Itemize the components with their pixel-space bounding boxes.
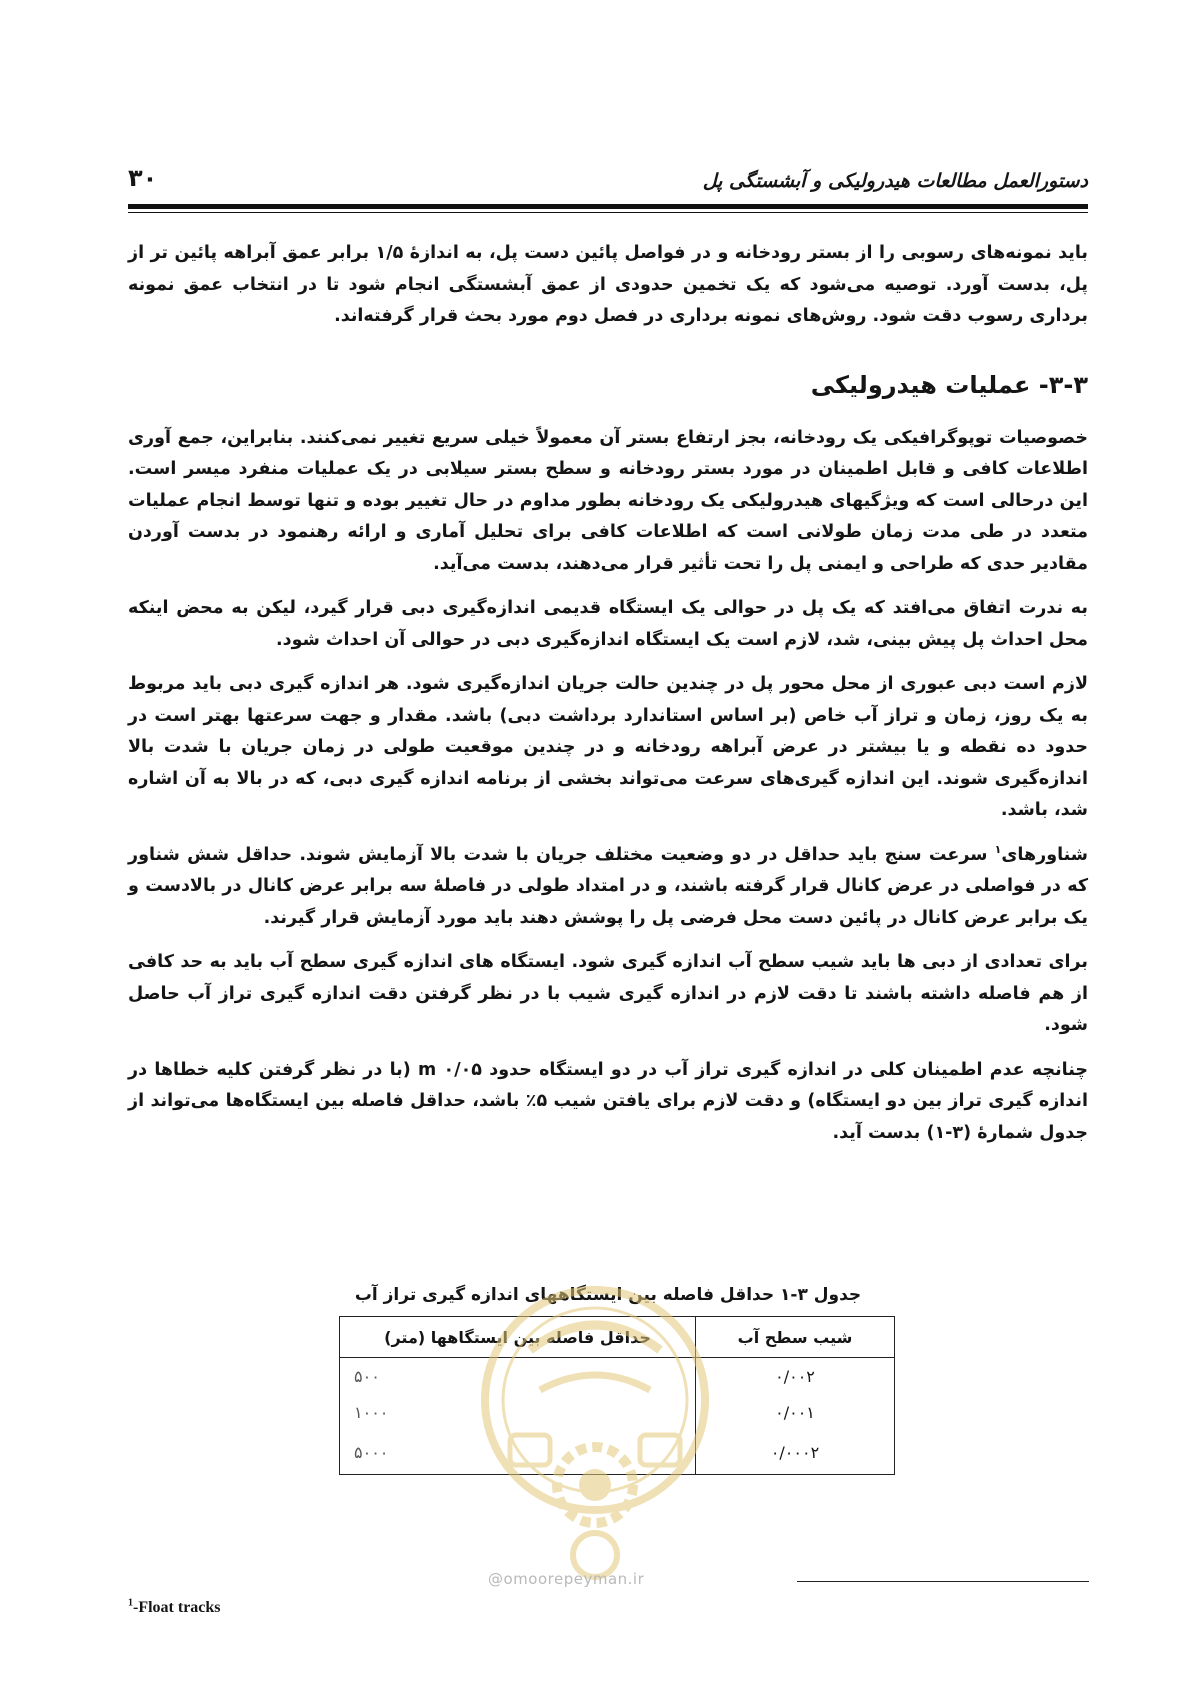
slope-cell: ۰/۰۰۱: [696, 1394, 895, 1430]
body-text: [128, 238, 1088, 1162]
footnote: [128, 1599, 221, 1617]
watermark-url: @omoorepeyman.ir: [488, 1570, 645, 1588]
intro-paragraph: باید نمونه‌های رسوبی را از بستر رودخانه و در فواصل پائین دست پل، به اندازهٔ ۱/۵ برابر عمق آبراهه پائین تر از پل، بدست آورد. توصیه می‌شود که یک تخمین حدودی از عمق آبشستگی انجام شود تا در انتخاب عمق نمونه برداری رسوب دقت شود. روش‌های نمونه برداری در فصل دوم مورد بحث قرار گرفته‌اند.: [128, 243, 1088, 326]
page-header: [128, 164, 1088, 196]
paragraph: برای تعدادی از دبی ها باید شیب سطح آب اندازه گیری شود. ایستگاه های اندازه گیری سطح آب باید به حد کافی از هم فاصله داشته باشند تا دقت لازم در اندازه گیری شیب با در نظر گرفتن دقت اندازه گیری تراز آب حاصل شود.: [128, 952, 1088, 1035]
footnote-rule: [797, 1581, 1089, 1582]
page-number: ۳۰: [128, 164, 158, 192]
table-caption: جدول ۳-۱ حداقل فاصله بین ایستگاههای اندازه گیری تراز آب: [354, 1285, 862, 1305]
column-header-slope: شیب سطح آب: [696, 1317, 895, 1358]
watermark-logo: [460, 1280, 730, 1590]
distance-cell: ۵۰۰۰: [340, 1430, 696, 1475]
header-rule-thin: [128, 212, 1088, 213]
footnote-reference: ۱: [994, 842, 1002, 856]
distance-cell: ۵۰۰: [340, 1358, 696, 1395]
paragraph: به ندرت اتفاق می‌افتد که یک پل در حوالی یک ایستگاه قدیمی اندازه‌گیری دبی قرار گیرد، لیکن به محض اینکه محل احداث پل پیش بینی، شد، لازم است یک ایستگاه اندازه‌گیری دبی در حوالی آن احداث شود.: [128, 598, 1088, 650]
paragraph-rest: سرعت سنج باید حداقل در دو وضعیت مختلف جریان با شدت بالا آزمایش شوند. حداقل شش شناور که در فواصلی در عرض کانال قرار گرفته باشند، و در امتداد طولی در فاصلهٔ سه برابر عرض کانال در بالادست و یک برابر عرض کانال در پائین دست محل فرضی پل را پوشش دهند باید مورد آزمایش قرار گیرند.: [128, 844, 1088, 928]
column-header-distance: حداقل فاصله بین ایستگاهها (متر): [340, 1317, 696, 1358]
slope-cell: ۰/۰۰۰۲: [696, 1430, 895, 1475]
paragraph: چنانچه عدم اطمینان کلی در اندازه گیری تراز آب در دو ایستگاه حدود ۰/۰۵ m (با در نظر گرفتن کلیه خطاها در اندازه گیری تراز بین دو ایستگاه) و دقت لازم برای یافتن شیب ۵٪ باشد، حداقل فاصله بین ایستگاه‌ها می‌تواند از جدول شمارهٔ (۳-۱) بدست آید.: [128, 1059, 1088, 1143]
footnote-number: 1: [128, 1597, 133, 1609]
paragraph: لازم است دبی عبوری از محل محور پل در چندین حالت جریان اندازه‌گیری شود. هر اندازه گیری دبی باید مربوط به یک روز، زمان و تراز آب خاص (بر اساس استاندارد برداشت دبی) باشد. مقدار و جهت سرعتها بهتر است در حدود ده نقطه و یا بیشتر در عرض آبراهه رودخانه و در چندین موقعیت طولی در زمان جریان با شدت بالا اندازه‌گیری شوند. این اندازه گیری‌های سرعت می‌تواند بخشی از برنامه اندازه گیری دبی، که در بالا به آن اشاره شد، باشد.: [128, 674, 1088, 820]
footnote-text: -Float tracks: [133, 1599, 221, 1616]
paragraph-with-footnote: [128, 840, 1088, 935]
section-heading: ۳-۳- عملیات هیدرولیکی: [810, 370, 1088, 399]
running-title: دستورالعمل مطالعات هیدرولیکی و آبشستگی پل: [702, 170, 1088, 192]
paragraph: خصوصیات توپوگرافیکی یک رودخانه، بجز ارتفاع بستر آن معمولاً خیلی سریع تغییر نمی‌کنند. بنابراین، جمع آوری اطلاعات کافی و قابل اطمینان در مورد بستر رودخانه و سطح بستر سیلابی در یک عملیات منفرد میسر است. این درحالی است که ویژگیهای هیدرولیکی یک رودخانه بطور مداوم در حال تغییر بوده و تنها توسط انجام عملیات متعدد در طی مدت زمان طولانی است که اطلاعات کافی برای تحلیل آماری و ارائه رهنمود در بدست آوردن مقادیر حدی که طراحی و ایمنی پل را تحت تأثیر قرار می‌دهند، بدست می‌آید.: [128, 427, 1088, 574]
paragraph-start: شناورهای: [1001, 844, 1088, 865]
distance-cell: ۱۰۰۰: [340, 1394, 696, 1430]
slope-cell: ۰/۰۰۲: [696, 1358, 895, 1395]
header-rule: [128, 204, 1088, 209]
